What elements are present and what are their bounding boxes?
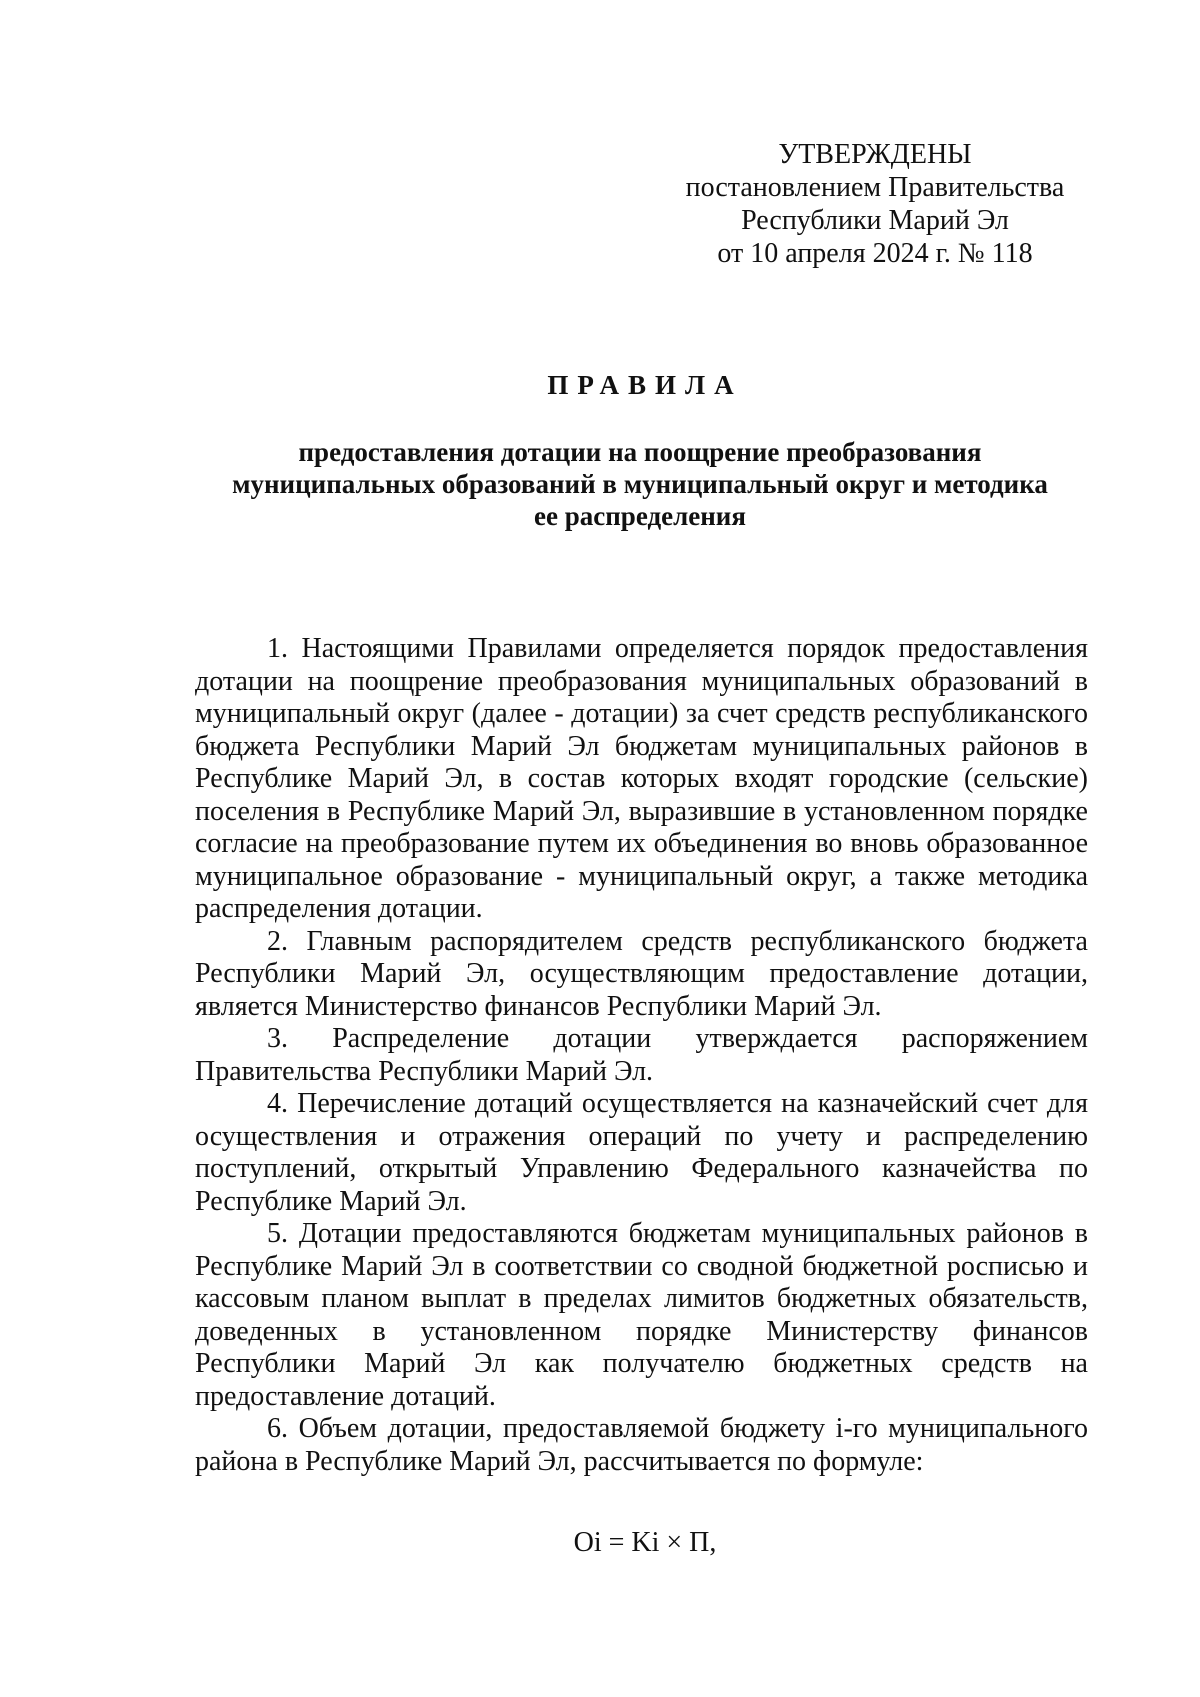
paragraph-6: 6. Объем дотации, предоставляемой бюджету i-го муниципального района в Республике Марий Эл, рассчитывается по формуле: — [195, 1413, 1088, 1477]
approval-region: Республики Марий Эл — [741, 205, 1009, 236]
subtitle-line-2: муниципальных образований в муниципальный округ и методика — [232, 469, 1048, 499]
document-subtitle — [195, 436, 1085, 532]
approval-stamp — [660, 138, 1090, 270]
subtitle-line-1: предоставления дотации на поощрение преобразования — [298, 437, 982, 467]
approval-authority: постановлением Правительства — [685, 172, 1065, 203]
formula: Oi = Ki × П, — [573, 1527, 717, 1558]
approval-date-number: от 10 апреля 2024 г. № 118 — [717, 238, 1033, 269]
document-title: ПРАВИЛА — [547, 370, 743, 400]
paragraph-5: 5. Дотации предоставляются бюджетам муниципальных районов в Республике Марий Эл в соответствии со сводной бюджетной росписью и кассовым планом выплат в пределах лимитов бюджетных обязательств, доведенных в установленном порядке Министерству финансов Республики Марий Эл как получателю бюджетных средств на предоставление дотаций. — [195, 1218, 1088, 1412]
subtitle-line-3: ее распределения — [534, 501, 746, 531]
paragraph-1: 1. Настоящими Правилами определяется порядок предоставления дотации на поощрение преобразования муниципальных образований в муниципальный округ (далее - дотации) за счет средств республиканского бюджета Республики Марий Эл бюджетам муниципальных районов в Республике Марий Эл, в состав которых входят городские (сельские) поселения в Республике Марий Эл, выразившие в установленном порядке согласие на преобразование путем их объединения во вновь образованное муниципальное образование - муниципальный округ, а также методика распределения дотации. — [195, 633, 1088, 924]
document-body — [195, 633, 1088, 1478]
approval-heading: УТВЕРЖДЕНЫ — [778, 139, 972, 170]
paragraph-4: 4. Перечисление дотаций осуществляется на казначейский счет для осуществления и отражения операций по учету и распределению поступлений, открытый Управлению Федерального казначейства по Республике Марий Эл. — [195, 1088, 1088, 1217]
paragraph-2: 2. Главным распорядителем средств республиканского бюджета Республики Марий Эл, осуществляющим предоставление дотации, является Министерство финансов Республики Марий Эл. — [195, 925, 1088, 1022]
paragraph-3: 3. Распределение дотации утверждается распоряжением Правительства Республики Марий Эл. — [195, 1023, 1088, 1087]
